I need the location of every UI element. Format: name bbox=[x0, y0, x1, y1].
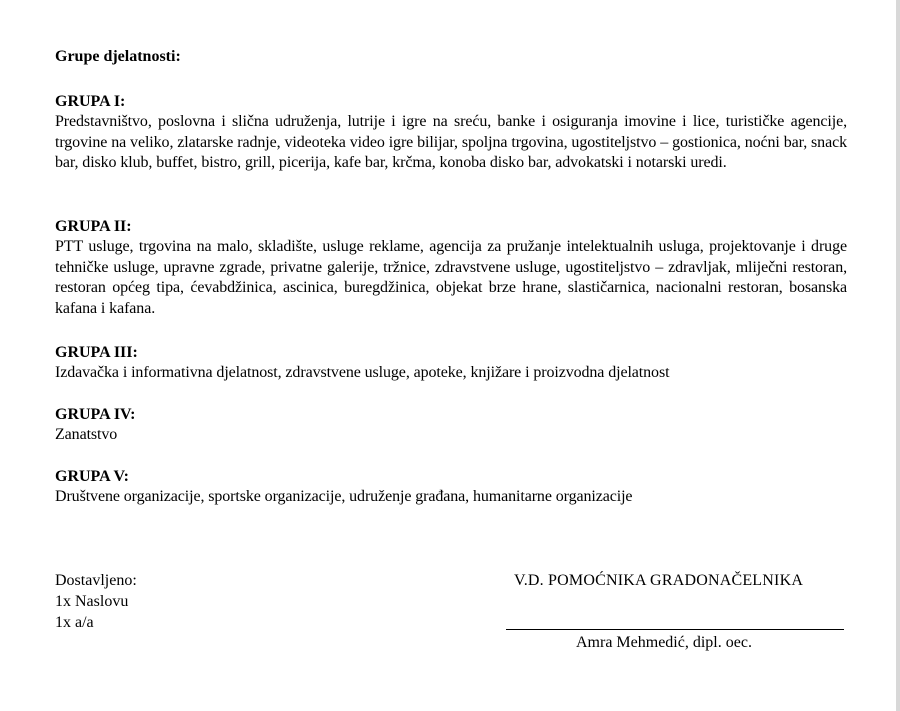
delivered-item: 1x a/a bbox=[55, 614, 94, 631]
group-1-text: Predstavništvo, poslovna i slična udruženja, lutrije i igre na sreću, banke i osiguranja imovine i lice, turističke agencije, trgovine na veliko, zlatarske radnje, videoteka video igre bilijar, spoljna trgovina, ugostiteljstvo – gostionica, noćni bar, snack bar, disko klub, buffet, bistro, grill, picerija, kafe bar, krčma, konoba disko bar, advokatski i notarski uredi. bbox=[55, 113, 847, 171]
group-2-title: GRUPA II: bbox=[55, 218, 132, 235]
group-5-text: Društvene organizacije, sportske organizacije, udruženje građana, humanitarne organizacije bbox=[55, 488, 633, 505]
delivered-label: Dostavljeno: bbox=[55, 572, 137, 589]
group-3-title: GRUPA III: bbox=[55, 344, 138, 361]
delivered-item: 1x Naslovu bbox=[55, 593, 129, 610]
delivered-block bbox=[55, 570, 137, 633]
group-5 bbox=[55, 467, 847, 508]
group-3 bbox=[55, 343, 847, 384]
group-1-title: GRUPA I: bbox=[55, 93, 126, 110]
group-1 bbox=[55, 92, 847, 174]
signature-title: V.D. POMOĆNIKA GRADONAČELNIKA bbox=[514, 572, 804, 589]
group-5-title: GRUPA V: bbox=[55, 468, 129, 485]
group-4-title: GRUPA IV: bbox=[55, 406, 136, 423]
page-edge bbox=[896, 0, 900, 711]
group-2 bbox=[55, 217, 847, 319]
group-4 bbox=[55, 405, 847, 446]
group-4-text: Zanatstvo bbox=[55, 426, 118, 443]
document-heading: Grupe djelatnosti: bbox=[55, 48, 181, 65]
signature-name: Amra Mehmedić, dipl. oec. bbox=[576, 634, 752, 651]
group-2-text: PTT usluge, trgovina na malo, skladište, usluge reklame, agencija za pružanje intelektualnih usluga, projektovanje i druge tehničke usluge, upravne zgrade, privatne galerije, tržnice, zdravstvene usluge, ugostiteljstvo – zdravljak, mliječni restoran, restoran općeg tipa, ćevabdžinica, ascinica, buregdžinica, objekat brze hrane, slastičarnica, nacionalni restoran, bosanska kafana i kafana. bbox=[55, 238, 847, 317]
signature-line bbox=[506, 629, 844, 630]
document-body bbox=[55, 47, 847, 505]
group-3-text: Izdavačka i informativna djelatnost, zdravstvene usluge, apoteke, knjižare i proizvodna djelatnost bbox=[55, 364, 670, 381]
